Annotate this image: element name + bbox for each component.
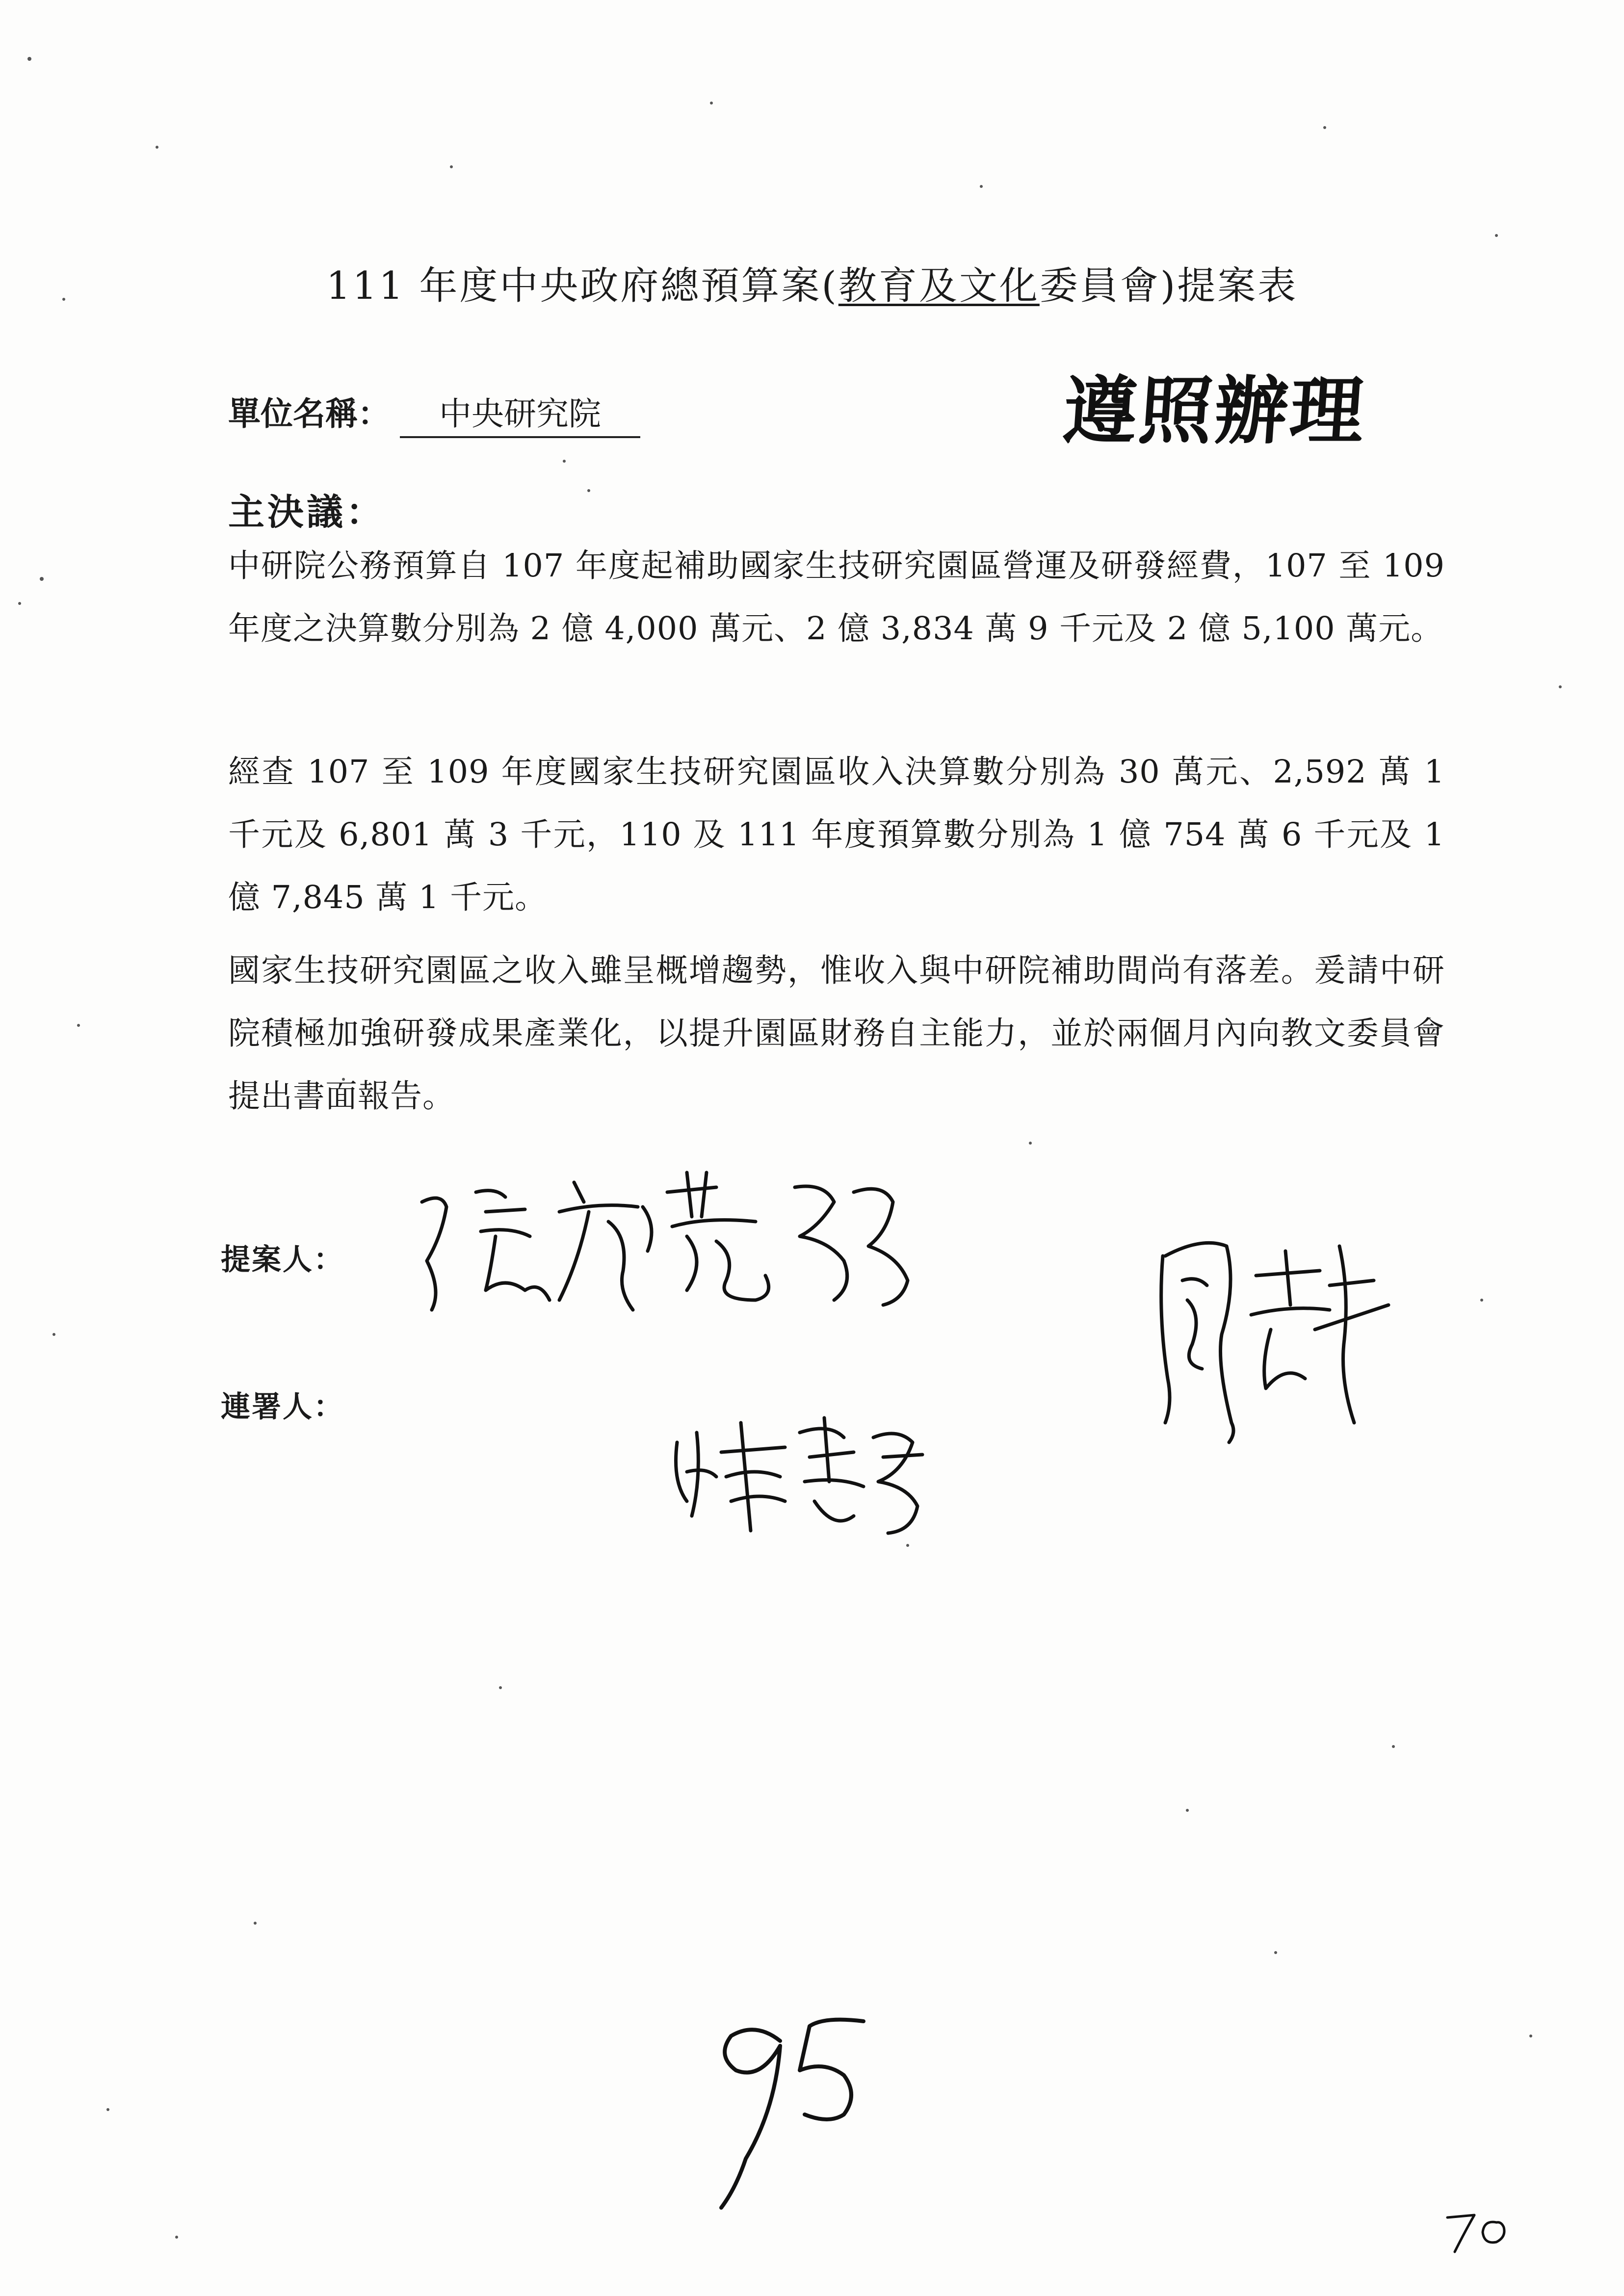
handwritten-small-number bbox=[1438, 2203, 1516, 2257]
unit-row bbox=[228, 388, 640, 438]
cosigner-signature bbox=[667, 1403, 942, 1540]
cosigner-label: 連署人： bbox=[221, 1390, 344, 1424]
proposer-signature-1 bbox=[412, 1163, 1001, 1320]
resolution-paragraph-3: 國家生技研究園區之收入雖呈概增趨勢，惟收入與中研院補助間尚有落差。爰請中研院積極加強研發成果產業化，以提升園區財務自主能力，並於兩個月內向教文委員會提出書面報告。 bbox=[228, 952, 1445, 1115]
title-prefix: 111 年度中央政府總預算案( bbox=[326, 264, 838, 308]
proposer-signature-2 bbox=[1143, 1217, 1418, 1452]
resolution-paragraph-1: 中研院公務預算自 107 年度起補助國家生技研究園區營運及研發經費，107 至 109 年度之決算數分別為 2 億 4,000 萬元、2 億 3,834 萬 9 千元及 2 億 5,100 萬元。 bbox=[228, 548, 1445, 647]
main-resolution-heading: 主決議： bbox=[228, 491, 385, 533]
svg-text:遵照辦理: 遵照辦理 bbox=[1060, 369, 1369, 454]
document-title bbox=[0, 255, 1624, 310]
title-suffix: 委員會)提案表 bbox=[1039, 264, 1298, 308]
resolution-paragraph-2: 經查 107 至 109 年度國家生技研究園區收入決算數分別為 30 萬元、2,592 萬 1 千元及 6,801 萬 3 千元，110 及 111 年度預算數分別為 1 億 754 萬 6 千元及 1 億 7,845 萬 1 千元。 bbox=[228, 754, 1445, 916]
unit-label: 單位名稱： bbox=[228, 394, 390, 433]
title-committee: 教育及文化 bbox=[838, 264, 1040, 308]
unit-value: 中央研究院 bbox=[400, 388, 640, 438]
handwritten-approval-note bbox=[1060, 358, 1369, 456]
handwritten-page-number bbox=[697, 2011, 893, 2218]
proposer-label: 提案人： bbox=[221, 1243, 344, 1277]
